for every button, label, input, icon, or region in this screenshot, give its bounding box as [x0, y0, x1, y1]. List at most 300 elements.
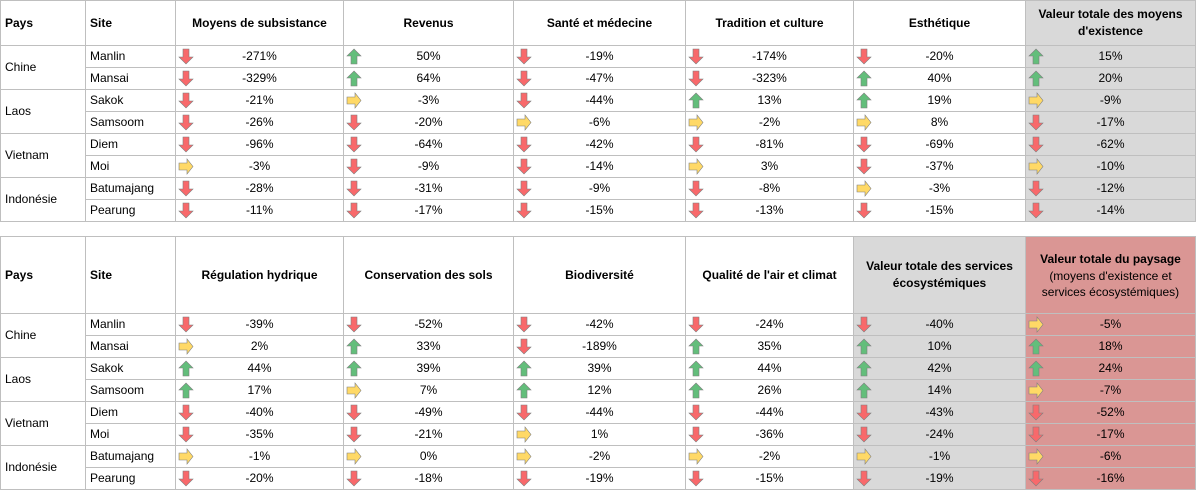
- arrow-down-icon: [346, 180, 362, 197]
- value-cell: [344, 90, 514, 112]
- value-text: -323%: [752, 71, 787, 85]
- value-text: -18%: [414, 471, 443, 485]
- value-text: -40%: [245, 405, 274, 419]
- value-text: -13%: [755, 203, 784, 217]
- table-row: [1, 112, 1196, 134]
- column-header: [1026, 237, 1196, 314]
- site-cell: Samsoom: [86, 112, 176, 134]
- column-header: [686, 1, 854, 46]
- arrow-down-icon: [856, 202, 872, 219]
- column-header-label: Qualité de l'air et climat: [702, 267, 837, 282]
- arrow-right-icon: [516, 114, 532, 131]
- arrow-up-icon: [178, 360, 194, 377]
- value-text: -62%: [1096, 137, 1125, 151]
- arrow-down-icon: [516, 158, 532, 175]
- value-cell: [1026, 468, 1196, 490]
- arrow-right-icon: [346, 382, 362, 399]
- ecosystem-services-table: [0, 236, 1196, 490]
- arrow-down-icon: [688, 136, 704, 153]
- value-cell: [344, 380, 514, 402]
- value-text: 8%: [930, 115, 949, 129]
- value-cell: [1026, 358, 1196, 380]
- value-cell: [344, 156, 514, 178]
- value-text: 39%: [587, 361, 612, 375]
- arrow-down-icon: [688, 426, 704, 443]
- table-row: [1, 468, 1196, 490]
- value-cell: [854, 336, 1026, 358]
- value-cell: [176, 380, 344, 402]
- value-text: 24%: [1098, 361, 1123, 375]
- livelihoods-table: [0, 0, 1196, 222]
- table-row: [1, 200, 1196, 222]
- value-cell: [514, 156, 686, 178]
- value-text: -3%: [417, 93, 440, 107]
- value-cell: [854, 90, 1026, 112]
- value-text: 40%: [927, 71, 952, 85]
- value-text: -19%: [585, 471, 614, 485]
- value-cell: [176, 336, 344, 358]
- value-cell: [1026, 156, 1196, 178]
- arrow-down-icon: [1028, 114, 1044, 131]
- arrow-down-icon: [516, 316, 532, 333]
- value-text: -17%: [414, 203, 443, 217]
- country-cell: Vietnam: [1, 402, 86, 446]
- value-cell: [854, 402, 1026, 424]
- arrow-right-icon: [856, 448, 872, 465]
- arrow-down-icon: [178, 70, 194, 87]
- column-header: [854, 1, 1026, 46]
- value-text: 26%: [757, 383, 782, 397]
- value-text: -6%: [588, 115, 611, 129]
- country-cell: Indonésie: [1, 178, 86, 222]
- value-text: -9%: [417, 159, 440, 173]
- value-text: -28%: [245, 181, 274, 195]
- value-cell: [344, 314, 514, 336]
- value-text: 19%: [927, 93, 952, 107]
- value-cell: [514, 90, 686, 112]
- column-header-label: Esthétique: [908, 15, 971, 30]
- arrow-down-icon: [178, 136, 194, 153]
- column-header: [86, 237, 176, 314]
- arrow-up-icon: [346, 338, 362, 355]
- country-cell: Indonésie: [1, 446, 86, 490]
- arrow-down-icon: [178, 180, 194, 197]
- arrow-down-icon: [856, 158, 872, 175]
- column-header: [514, 1, 686, 46]
- site-cell: Mansai: [86, 336, 176, 358]
- arrow-right-icon: [1028, 158, 1044, 175]
- value-text: -42%: [585, 317, 614, 331]
- value-cell: [514, 424, 686, 446]
- value-cell: [1026, 46, 1196, 68]
- table-row: [1, 336, 1196, 358]
- arrow-up-icon: [346, 48, 362, 65]
- column-header-label: Valeur totale des services écosystémiques: [866, 259, 1013, 290]
- value-cell: [854, 314, 1026, 336]
- table-row: [1, 446, 1196, 468]
- table-row: [1, 68, 1196, 90]
- value-cell: [344, 68, 514, 90]
- value-cell: [1026, 380, 1196, 402]
- site-cell: Moi: [86, 156, 176, 178]
- value-text: -20%: [414, 115, 443, 129]
- column-header-subtitle: (moyens d'existence et services écosystémiques): [1041, 268, 1180, 299]
- value-text: -5%: [1099, 317, 1122, 331]
- arrow-down-icon: [346, 470, 362, 487]
- value-text: 35%: [757, 339, 782, 353]
- table-row: [1, 90, 1196, 112]
- value-text: -47%: [585, 71, 614, 85]
- value-text: -43%: [925, 405, 954, 419]
- arrow-down-icon: [516, 202, 532, 219]
- arrow-down-icon: [1028, 426, 1044, 443]
- value-cell: [686, 156, 854, 178]
- value-cell: [176, 68, 344, 90]
- value-text: -17%: [1096, 115, 1125, 129]
- value-cell: [514, 46, 686, 68]
- value-cell: [1026, 68, 1196, 90]
- value-text: -174%: [752, 49, 787, 63]
- value-text: -39%: [245, 317, 274, 331]
- value-text: -19%: [585, 49, 614, 63]
- arrow-down-icon: [346, 114, 362, 131]
- value-cell: [176, 178, 344, 200]
- column-header-label: Site: [90, 267, 113, 282]
- value-cell: [1026, 178, 1196, 200]
- value-text: 18%: [1098, 339, 1123, 353]
- value-cell: [344, 112, 514, 134]
- value-text: -3%: [928, 181, 951, 195]
- arrow-right-icon: [516, 448, 532, 465]
- site-cell: Samsoom: [86, 380, 176, 402]
- table-row: [1, 380, 1196, 402]
- value-text: -24%: [755, 317, 784, 331]
- value-cell: [176, 446, 344, 468]
- value-cell: [176, 200, 344, 222]
- value-text: -69%: [925, 137, 954, 151]
- arrow-up-icon: [516, 382, 532, 399]
- arrow-right-icon: [346, 92, 362, 109]
- arrow-down-icon: [516, 70, 532, 87]
- value-text: -329%: [242, 71, 277, 85]
- arrow-down-icon: [688, 48, 704, 65]
- site-cell: Pearung: [86, 200, 176, 222]
- country-cell: Chine: [1, 314, 86, 358]
- arrow-down-icon: [1028, 470, 1044, 487]
- value-text: -2%: [588, 449, 611, 463]
- value-cell: [854, 468, 1026, 490]
- arrow-down-icon: [688, 180, 704, 197]
- value-text: -64%: [414, 137, 443, 151]
- value-cell: [1026, 134, 1196, 156]
- value-cell: [514, 178, 686, 200]
- value-text: -15%: [755, 471, 784, 485]
- site-cell: Batumajang: [86, 446, 176, 468]
- arrow-down-icon: [856, 48, 872, 65]
- column-header-label: Valeur totale du paysage: [1040, 251, 1181, 266]
- value-text: 7%: [419, 383, 438, 397]
- value-cell: [1026, 446, 1196, 468]
- value-cell: [854, 46, 1026, 68]
- value-cell: [686, 336, 854, 358]
- table-row: [1, 314, 1196, 336]
- value-text: -9%: [588, 181, 611, 195]
- value-cell: [686, 402, 854, 424]
- site-cell: Mansai: [86, 68, 176, 90]
- arrow-up-icon: [688, 92, 704, 109]
- value-text: -42%: [585, 137, 614, 151]
- value-text: 15%: [1098, 49, 1123, 63]
- value-text: -81%: [755, 137, 784, 151]
- arrow-down-icon: [856, 426, 872, 443]
- value-text: -189%: [582, 339, 617, 353]
- value-cell: [854, 424, 1026, 446]
- value-cell: [686, 46, 854, 68]
- value-text: 20%: [1098, 71, 1123, 85]
- value-cell: [176, 402, 344, 424]
- value-text: -17%: [1096, 427, 1125, 441]
- value-text: 42%: [927, 361, 952, 375]
- arrow-down-icon: [178, 316, 194, 333]
- value-cell: [514, 380, 686, 402]
- value-text: 39%: [416, 361, 441, 375]
- table-row: [1, 46, 1196, 68]
- arrow-down-icon: [516, 180, 532, 197]
- value-text: -40%: [925, 317, 954, 331]
- value-cell: [1026, 336, 1196, 358]
- arrow-up-icon: [688, 360, 704, 377]
- value-cell: [344, 200, 514, 222]
- arrow-down-icon: [688, 316, 704, 333]
- arrow-down-icon: [178, 404, 194, 421]
- value-text: -15%: [925, 203, 954, 217]
- country-cell: Vietnam: [1, 134, 86, 178]
- value-cell: [686, 314, 854, 336]
- value-text: -96%: [245, 137, 274, 151]
- arrow-right-icon: [688, 448, 704, 465]
- arrow-down-icon: [346, 136, 362, 153]
- value-text: -24%: [925, 427, 954, 441]
- value-cell: [514, 68, 686, 90]
- value-cell: [176, 156, 344, 178]
- arrow-down-icon: [516, 92, 532, 109]
- site-cell: Diem: [86, 402, 176, 424]
- arrow-down-icon: [856, 136, 872, 153]
- site-cell: Manlin: [86, 314, 176, 336]
- table-row: [1, 358, 1196, 380]
- value-cell: [686, 446, 854, 468]
- arrow-up-icon: [516, 360, 532, 377]
- value-cell: [854, 68, 1026, 90]
- column-header-label: Régulation hydrique: [201, 267, 318, 282]
- country-cell: Laos: [1, 90, 86, 134]
- value-cell: [854, 200, 1026, 222]
- arrow-down-icon: [178, 48, 194, 65]
- value-text: -44%: [585, 405, 614, 419]
- arrow-down-icon: [688, 202, 704, 219]
- column-header-label: Conservation des sols: [364, 267, 493, 282]
- value-text: -49%: [414, 405, 443, 419]
- value-cell: [1026, 424, 1196, 446]
- arrow-down-icon: [346, 316, 362, 333]
- arrow-down-icon: [178, 470, 194, 487]
- value-cell: [686, 200, 854, 222]
- value-text: -21%: [245, 93, 274, 107]
- table-row: [1, 402, 1196, 424]
- column-header: [686, 237, 854, 314]
- arrow-down-icon: [178, 202, 194, 219]
- value-text: -10%: [1096, 159, 1125, 173]
- value-text: -16%: [1096, 471, 1125, 485]
- arrow-right-icon: [856, 114, 872, 131]
- value-cell: [344, 178, 514, 200]
- column-header: [854, 237, 1026, 314]
- value-cell: [686, 468, 854, 490]
- value-text: -35%: [245, 427, 274, 441]
- value-text: -11%: [245, 203, 274, 217]
- value-text: 3%: [760, 159, 779, 173]
- value-cell: [686, 90, 854, 112]
- column-header-label: Pays: [5, 267, 34, 282]
- arrow-down-icon: [178, 92, 194, 109]
- arrow-down-icon: [346, 426, 362, 443]
- table-row: [1, 156, 1196, 178]
- value-text: -52%: [1096, 405, 1125, 419]
- value-cell: [1026, 402, 1196, 424]
- table-row: [1, 424, 1196, 446]
- site-cell: Diem: [86, 134, 176, 156]
- value-text: -2%: [758, 449, 781, 463]
- value-text: 2%: [250, 339, 269, 353]
- column-header: [1, 1, 86, 46]
- arrow-up-icon: [856, 382, 872, 399]
- country-cell: Laos: [1, 358, 86, 402]
- value-text: 1%: [590, 427, 609, 441]
- arrow-down-icon: [178, 114, 194, 131]
- value-text: 17%: [247, 383, 272, 397]
- arrow-down-icon: [688, 404, 704, 421]
- value-text: -20%: [925, 49, 954, 63]
- value-text: -36%: [755, 427, 784, 441]
- value-text: -3%: [248, 159, 271, 173]
- arrow-up-icon: [1028, 70, 1044, 87]
- arrow-right-icon: [688, 114, 704, 131]
- value-text: -20%: [245, 471, 274, 485]
- arrow-right-icon: [856, 180, 872, 197]
- arrow-up-icon: [856, 70, 872, 87]
- value-cell: [1026, 112, 1196, 134]
- value-text: -2%: [758, 115, 781, 129]
- arrow-up-icon: [346, 360, 362, 377]
- value-cell: [686, 424, 854, 446]
- value-cell: [686, 178, 854, 200]
- value-cell: [344, 336, 514, 358]
- arrow-right-icon: [178, 158, 194, 175]
- arrow-down-icon: [1028, 180, 1044, 197]
- value-cell: [344, 446, 514, 468]
- arrow-right-icon: [1028, 316, 1044, 333]
- value-cell: [514, 134, 686, 156]
- column-header-label: Tradition et culture: [715, 15, 824, 30]
- value-cell: [514, 402, 686, 424]
- value-cell: [514, 314, 686, 336]
- arrow-up-icon: [1028, 48, 1044, 65]
- value-cell: [854, 446, 1026, 468]
- arrow-down-icon: [346, 158, 362, 175]
- arrow-right-icon: [1028, 382, 1044, 399]
- arrow-up-icon: [346, 70, 362, 87]
- value-text: 44%: [247, 361, 272, 375]
- value-cell: [514, 468, 686, 490]
- value-text: -14%: [1096, 203, 1125, 217]
- value-text: -52%: [414, 317, 443, 331]
- arrow-right-icon: [516, 426, 532, 443]
- value-cell: [176, 134, 344, 156]
- value-cell: [176, 468, 344, 490]
- value-cell: [344, 46, 514, 68]
- value-text: 10%: [927, 339, 952, 353]
- arrow-down-icon: [856, 316, 872, 333]
- value-text: -31%: [414, 181, 443, 195]
- value-text: -6%: [1099, 449, 1122, 463]
- value-cell: [854, 156, 1026, 178]
- arrow-up-icon: [1028, 338, 1044, 355]
- value-text: -9%: [1099, 93, 1122, 107]
- value-text: 12%: [587, 383, 612, 397]
- value-cell: [344, 134, 514, 156]
- table-row: [1, 134, 1196, 156]
- value-text: 44%: [757, 361, 782, 375]
- column-header: [86, 1, 176, 46]
- value-text: -15%: [585, 203, 614, 217]
- column-header-label: Site: [90, 15, 113, 30]
- value-cell: [1026, 200, 1196, 222]
- value-cell: [176, 358, 344, 380]
- value-cell: [854, 112, 1026, 134]
- value-text: -271%: [242, 49, 277, 63]
- value-text: 50%: [416, 49, 441, 63]
- value-cell: [514, 200, 686, 222]
- value-text: -1%: [928, 449, 951, 463]
- column-header: [344, 237, 514, 314]
- value-text: -8%: [758, 181, 781, 195]
- arrow-up-icon: [856, 338, 872, 355]
- value-cell: [514, 358, 686, 380]
- value-text: 0%: [419, 449, 438, 463]
- value-cell: [686, 380, 854, 402]
- value-text: -21%: [414, 427, 443, 441]
- value-cell: [514, 446, 686, 468]
- value-cell: [1026, 90, 1196, 112]
- site-cell: Sakok: [86, 358, 176, 380]
- site-cell: Manlin: [86, 46, 176, 68]
- column-header: [514, 237, 686, 314]
- site-cell: Batumajang: [86, 178, 176, 200]
- column-header-label: Revenus: [403, 15, 454, 30]
- value-text: -7%: [1099, 383, 1122, 397]
- arrow-down-icon: [516, 136, 532, 153]
- arrow-up-icon: [688, 382, 704, 399]
- arrow-right-icon: [178, 338, 194, 355]
- arrow-right-icon: [1028, 448, 1044, 465]
- value-cell: [176, 314, 344, 336]
- column-header: [176, 1, 344, 46]
- site-cell: Pearung: [86, 468, 176, 490]
- arrow-down-icon: [688, 470, 704, 487]
- arrow-down-icon: [856, 470, 872, 487]
- value-cell: [344, 468, 514, 490]
- arrow-down-icon: [178, 426, 194, 443]
